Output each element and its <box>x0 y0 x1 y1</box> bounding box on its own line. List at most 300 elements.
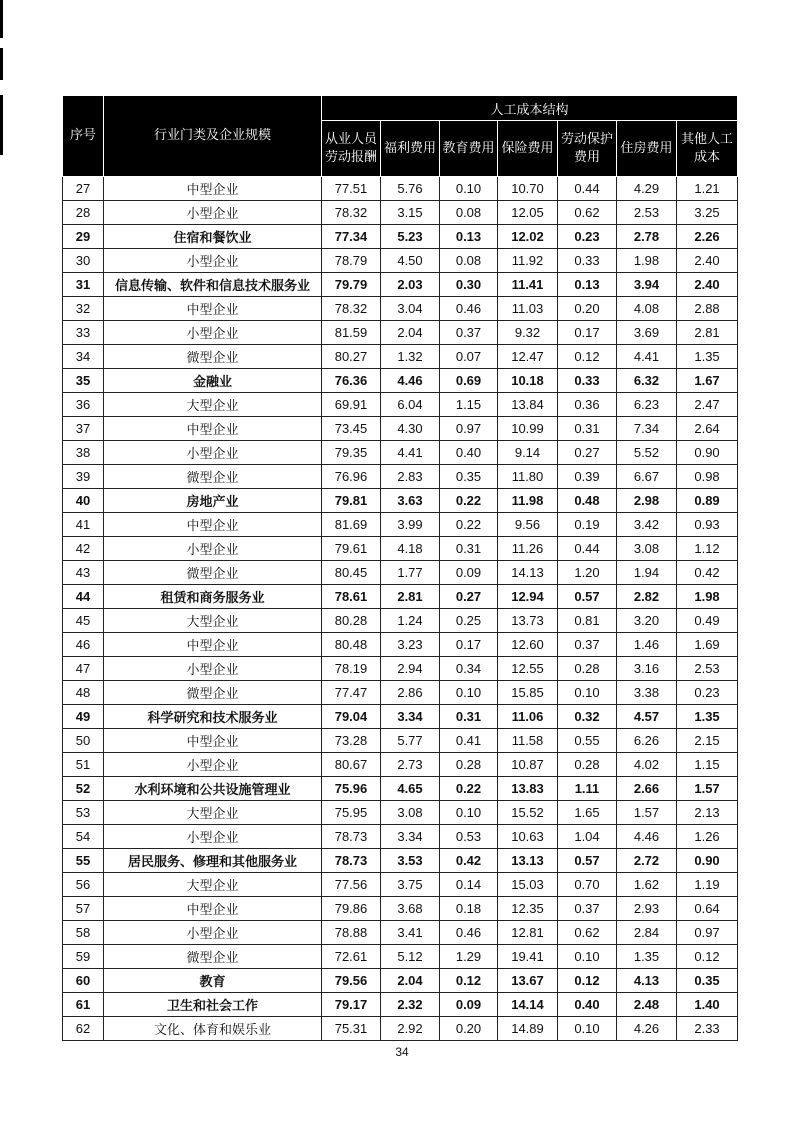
row-industry-name: 租赁和商务服务业 <box>104 585 322 609</box>
row-industry-name: 大型企业 <box>104 873 322 897</box>
row-number: 41 <box>63 513 104 537</box>
header-industry: 行业门类及企业规模 <box>104 96 322 177</box>
row-value: 4.65 <box>381 777 440 801</box>
row-value: 77.56 <box>322 873 381 897</box>
row-value: 79.79 <box>322 273 381 297</box>
row-value: 0.13 <box>440 225 498 249</box>
row-value: 0.46 <box>440 921 498 945</box>
row-value: 1.98 <box>617 249 677 273</box>
row-value: 1.32 <box>381 345 440 369</box>
table-row <box>63 273 738 297</box>
table-row <box>63 321 738 345</box>
row-value: 0.28 <box>440 753 498 777</box>
row-value: 3.04 <box>381 297 440 321</box>
row-number: 33 <box>63 321 104 345</box>
labor-cost-structure-table <box>62 95 738 1041</box>
row-number: 31 <box>63 273 104 297</box>
row-value: 0.10 <box>440 177 498 201</box>
row-value: 0.62 <box>558 921 617 945</box>
row-industry-name: 房地产业 <box>104 489 322 513</box>
row-value: 2.40 <box>677 273 738 297</box>
row-value: 13.83 <box>498 777 558 801</box>
row-value: 75.31 <box>322 1017 381 1041</box>
table-body <box>63 177 738 1041</box>
row-value: 1.26 <box>677 825 738 849</box>
header-column: 住房费用 <box>617 121 677 177</box>
header-seq: 序号 <box>63 96 104 177</box>
row-industry-name: 中型企业 <box>104 297 322 321</box>
row-value: 1.69 <box>677 633 738 657</box>
row-value: 0.09 <box>440 993 498 1017</box>
row-number: 54 <box>63 825 104 849</box>
row-industry-name: 信息传输、软件和信息技术服务业 <box>104 273 322 297</box>
row-value: 4.50 <box>381 249 440 273</box>
row-value: 0.42 <box>440 849 498 873</box>
row-value: 1.65 <box>558 801 617 825</box>
row-value: 4.46 <box>617 825 677 849</box>
table-row <box>63 489 738 513</box>
scan-edge-mark <box>0 48 3 80</box>
row-value: 0.46 <box>440 297 498 321</box>
row-value: 4.30 <box>381 417 440 441</box>
row-number: 45 <box>63 609 104 633</box>
row-value: 2.26 <box>677 225 738 249</box>
table-row <box>63 201 738 225</box>
row-value: 2.78 <box>617 225 677 249</box>
row-value: 0.49 <box>677 609 738 633</box>
row-value: 3.41 <box>381 921 440 945</box>
row-industry-name: 小型企业 <box>104 441 322 465</box>
row-value: 0.07 <box>440 345 498 369</box>
row-value: 13.84 <box>498 393 558 417</box>
row-value: 1.94 <box>617 561 677 585</box>
row-value: 3.94 <box>617 273 677 297</box>
row-value: 11.92 <box>498 249 558 273</box>
row-value: 2.94 <box>381 657 440 681</box>
row-number: 34 <box>63 345 104 369</box>
row-value: 76.96 <box>322 465 381 489</box>
row-value: 0.70 <box>558 873 617 897</box>
row-industry-name: 微型企业 <box>104 345 322 369</box>
header-group: 人工成本结构 <box>322 96 738 121</box>
row-value: 19.41 <box>498 945 558 969</box>
row-value: 2.04 <box>381 969 440 993</box>
row-value: 78.32 <box>322 297 381 321</box>
row-value: 6.04 <box>381 393 440 417</box>
row-value: 15.85 <box>498 681 558 705</box>
row-value: 2.53 <box>617 201 677 225</box>
row-value: 0.08 <box>440 201 498 225</box>
row-value: 5.12 <box>381 945 440 969</box>
row-value: 15.03 <box>498 873 558 897</box>
row-industry-name: 微型企业 <box>104 465 322 489</box>
row-value: 78.73 <box>322 825 381 849</box>
row-value: 79.17 <box>322 993 381 1017</box>
row-value: 79.86 <box>322 897 381 921</box>
row-number: 36 <box>63 393 104 417</box>
row-value: 0.89 <box>677 489 738 513</box>
row-value: 3.63 <box>381 489 440 513</box>
row-value: 78.19 <box>322 657 381 681</box>
row-value: 2.47 <box>677 393 738 417</box>
row-value: 0.28 <box>558 657 617 681</box>
row-value: 2.73 <box>381 753 440 777</box>
row-value: 0.23 <box>558 225 617 249</box>
row-value: 0.08 <box>440 249 498 273</box>
row-value: 80.48 <box>322 633 381 657</box>
row-value: 4.02 <box>617 753 677 777</box>
row-industry-name: 微型企业 <box>104 945 322 969</box>
row-value: 80.28 <box>322 609 381 633</box>
row-value: 0.22 <box>440 489 498 513</box>
row-value: 0.41 <box>440 729 498 753</box>
row-value: 3.08 <box>381 801 440 825</box>
row-value: 11.58 <box>498 729 558 753</box>
row-value: 0.18 <box>440 897 498 921</box>
row-value: 6.67 <box>617 465 677 489</box>
row-value: 2.53 <box>677 657 738 681</box>
row-value: 12.60 <box>498 633 558 657</box>
row-value: 4.41 <box>381 441 440 465</box>
row-value: 1.57 <box>617 801 677 825</box>
table-row <box>63 537 738 561</box>
table-row <box>63 969 738 993</box>
row-value: 12.35 <box>498 897 558 921</box>
row-value: 0.34 <box>440 657 498 681</box>
row-value: 3.15 <box>381 201 440 225</box>
row-value: 78.88 <box>322 921 381 945</box>
row-number: 57 <box>63 897 104 921</box>
row-value: 76.36 <box>322 369 381 393</box>
row-value: 10.63 <box>498 825 558 849</box>
table-row <box>63 417 738 441</box>
row-value: 0.31 <box>440 705 498 729</box>
row-value: 14.13 <box>498 561 558 585</box>
row-value: 73.28 <box>322 729 381 753</box>
row-number: 55 <box>63 849 104 873</box>
row-value: 75.95 <box>322 801 381 825</box>
row-value: 3.68 <box>381 897 440 921</box>
row-value: 2.15 <box>677 729 738 753</box>
table-row <box>63 897 738 921</box>
row-value: 0.97 <box>440 417 498 441</box>
row-industry-name: 水利环境和公共设施管理业 <box>104 777 322 801</box>
row-value: 0.97 <box>677 921 738 945</box>
row-industry-name: 小型企业 <box>104 249 322 273</box>
row-number: 59 <box>63 945 104 969</box>
row-number: 43 <box>63 561 104 585</box>
row-value: 0.31 <box>440 537 498 561</box>
row-value: 1.62 <box>617 873 677 897</box>
row-value: 0.17 <box>440 633 498 657</box>
row-value: 0.62 <box>558 201 617 225</box>
row-value: 79.04 <box>322 705 381 729</box>
row-value: 78.32 <box>322 201 381 225</box>
row-value: 72.61 <box>322 945 381 969</box>
row-value: 6.23 <box>617 393 677 417</box>
row-number: 38 <box>63 441 104 465</box>
row-value: 0.14 <box>440 873 498 897</box>
row-value: 2.88 <box>677 297 738 321</box>
row-value: 2.13 <box>677 801 738 825</box>
row-number: 48 <box>63 681 104 705</box>
row-industry-name: 小型企业 <box>104 753 322 777</box>
row-value: 12.05 <box>498 201 558 225</box>
row-value: 80.45 <box>322 561 381 585</box>
row-industry-name: 小型企业 <box>104 201 322 225</box>
row-value: 0.12 <box>440 969 498 993</box>
row-number: 42 <box>63 537 104 561</box>
row-value: 0.12 <box>558 969 617 993</box>
row-value: 3.34 <box>381 705 440 729</box>
row-value: 0.90 <box>677 849 738 873</box>
row-number: 44 <box>63 585 104 609</box>
row-value: 1.98 <box>677 585 738 609</box>
row-value: 9.56 <box>498 513 558 537</box>
row-value: 13.73 <box>498 609 558 633</box>
row-value: 0.10 <box>440 801 498 825</box>
row-value: 15.52 <box>498 801 558 825</box>
row-value: 0.42 <box>677 561 738 585</box>
row-number: 61 <box>63 993 104 1017</box>
row-value: 2.93 <box>617 897 677 921</box>
row-value: 0.10 <box>440 681 498 705</box>
row-value: 1.12 <box>677 537 738 561</box>
row-value: 1.11 <box>558 777 617 801</box>
row-value: 4.08 <box>617 297 677 321</box>
row-industry-name: 中型企业 <box>104 633 322 657</box>
row-value: 81.69 <box>322 513 381 537</box>
row-value: 2.86 <box>381 681 440 705</box>
row-value: 5.77 <box>381 729 440 753</box>
row-value: 7.34 <box>617 417 677 441</box>
row-value: 0.36 <box>558 393 617 417</box>
row-value: 0.40 <box>440 441 498 465</box>
row-value: 2.40 <box>677 249 738 273</box>
row-value: 6.26 <box>617 729 677 753</box>
row-industry-name: 文化、体育和娱乐业 <box>104 1017 322 1041</box>
table-row <box>63 849 738 873</box>
row-value: 0.44 <box>558 177 617 201</box>
row-value: 0.37 <box>558 633 617 657</box>
row-industry-name: 卫生和社会工作 <box>104 993 322 1017</box>
row-value: 3.16 <box>617 657 677 681</box>
row-value: 0.40 <box>558 993 617 1017</box>
row-number: 52 <box>63 777 104 801</box>
header-column: 其他人工成本 <box>677 121 738 177</box>
row-value: 13.67 <box>498 969 558 993</box>
row-industry-name: 大型企业 <box>104 801 322 825</box>
row-number: 27 <box>63 177 104 201</box>
table-row <box>63 825 738 849</box>
row-value: 4.57 <box>617 705 677 729</box>
row-value: 5.76 <box>381 177 440 201</box>
row-value: 11.41 <box>498 273 558 297</box>
row-value: 12.94 <box>498 585 558 609</box>
table-row <box>63 801 738 825</box>
row-industry-name: 中型企业 <box>104 177 322 201</box>
row-value: 3.20 <box>617 609 677 633</box>
row-value: 0.93 <box>677 513 738 537</box>
row-value: 4.46 <box>381 369 440 393</box>
row-industry-name: 微型企业 <box>104 561 322 585</box>
row-value: 1.21 <box>677 177 738 201</box>
row-value: 0.10 <box>558 945 617 969</box>
row-value: 0.20 <box>440 1017 498 1041</box>
row-value: 12.47 <box>498 345 558 369</box>
header-column: 从业人员劳动报酬 <box>322 121 381 177</box>
table-row <box>63 297 738 321</box>
table-row <box>63 465 738 489</box>
row-value: 0.69 <box>440 369 498 393</box>
row-value: 79.61 <box>322 537 381 561</box>
row-value: 0.10 <box>558 1017 617 1041</box>
row-industry-name: 住宿和餐饮业 <box>104 225 322 249</box>
row-value: 4.26 <box>617 1017 677 1041</box>
scan-edge-mark <box>0 95 3 155</box>
row-value: 14.14 <box>498 993 558 1017</box>
row-industry-name: 小型企业 <box>104 657 322 681</box>
row-value: 5.52 <box>617 441 677 465</box>
row-value: 12.02 <box>498 225 558 249</box>
row-number: 47 <box>63 657 104 681</box>
row-value: 0.57 <box>558 849 617 873</box>
row-value: 0.13 <box>558 273 617 297</box>
table-row <box>63 225 738 249</box>
row-value: 2.98 <box>617 489 677 513</box>
row-value: 80.27 <box>322 345 381 369</box>
row-value: 2.33 <box>677 1017 738 1041</box>
table-row <box>63 729 738 753</box>
row-number: 29 <box>63 225 104 249</box>
row-value: 10.99 <box>498 417 558 441</box>
table-row <box>63 393 738 417</box>
row-value: 0.20 <box>558 297 617 321</box>
row-value: 1.35 <box>677 345 738 369</box>
row-number: 39 <box>63 465 104 489</box>
row-value: 0.98 <box>677 465 738 489</box>
row-value: 2.92 <box>381 1017 440 1041</box>
table-row <box>63 873 738 897</box>
row-value: 1.40 <box>677 993 738 1017</box>
row-value: 2.04 <box>381 321 440 345</box>
header-column: 福利费用 <box>381 121 440 177</box>
row-value: 4.41 <box>617 345 677 369</box>
row-value: 14.89 <box>498 1017 558 1041</box>
row-value: 1.15 <box>440 393 498 417</box>
table-row <box>63 657 738 681</box>
row-value: 10.70 <box>498 177 558 201</box>
row-industry-name: 中型企业 <box>104 513 322 537</box>
row-industry-name: 科学研究和技术服务业 <box>104 705 322 729</box>
row-value: 12.55 <box>498 657 558 681</box>
row-value: 3.08 <box>617 537 677 561</box>
row-value: 0.19 <box>558 513 617 537</box>
row-number: 30 <box>63 249 104 273</box>
row-value: 0.55 <box>558 729 617 753</box>
row-value: 69.91 <box>322 393 381 417</box>
row-value: 3.34 <box>381 825 440 849</box>
row-value: 2.81 <box>381 585 440 609</box>
table-row <box>63 993 738 1017</box>
row-value: 0.37 <box>440 321 498 345</box>
row-value: 0.53 <box>440 825 498 849</box>
row-value: 0.90 <box>677 441 738 465</box>
row-value: 0.57 <box>558 585 617 609</box>
row-value: 73.45 <box>322 417 381 441</box>
row-industry-name: 大型企业 <box>104 393 322 417</box>
row-value: 78.73 <box>322 849 381 873</box>
row-value: 0.64 <box>677 897 738 921</box>
row-value: 0.09 <box>440 561 498 585</box>
row-value: 5.23 <box>381 225 440 249</box>
header-column: 劳动保护费用 <box>558 121 617 177</box>
row-number: 60 <box>63 969 104 993</box>
table-row <box>63 609 738 633</box>
table-row <box>63 441 738 465</box>
row-value: 2.81 <box>677 321 738 345</box>
row-value: 0.22 <box>440 513 498 537</box>
row-value: 79.56 <box>322 969 381 993</box>
table-row <box>63 369 738 393</box>
row-value: 3.42 <box>617 513 677 537</box>
row-value: 2.66 <box>617 777 677 801</box>
table-row <box>63 633 738 657</box>
row-value: 0.81 <box>558 609 617 633</box>
row-value: 0.12 <box>558 345 617 369</box>
row-value: 0.33 <box>558 369 617 393</box>
row-value: 3.99 <box>381 513 440 537</box>
row-number: 46 <box>63 633 104 657</box>
row-value: 0.35 <box>677 969 738 993</box>
table-row <box>63 513 738 537</box>
page-number: 34 <box>395 1045 409 1059</box>
row-industry-name: 中型企业 <box>104 417 322 441</box>
row-value: 77.47 <box>322 681 381 705</box>
row-value: 77.51 <box>322 177 381 201</box>
row-industry-name: 微型企业 <box>104 681 322 705</box>
row-value: 2.64 <box>677 417 738 441</box>
row-value: 77.34 <box>322 225 381 249</box>
table-row <box>63 249 738 273</box>
row-value: 78.79 <box>322 249 381 273</box>
row-value: 11.26 <box>498 537 558 561</box>
row-value: 3.75 <box>381 873 440 897</box>
row-value: 11.03 <box>498 297 558 321</box>
row-value: 2.03 <box>381 273 440 297</box>
row-industry-name: 小型企业 <box>104 321 322 345</box>
row-value: 3.23 <box>381 633 440 657</box>
row-value: 0.35 <box>440 465 498 489</box>
header-column: 教育费用 <box>440 121 498 177</box>
row-industry-name: 金融业 <box>104 369 322 393</box>
row-industry-name: 大型企业 <box>104 609 322 633</box>
row-value: 0.22 <box>440 777 498 801</box>
row-value: 0.17 <box>558 321 617 345</box>
header-column: 保险费用 <box>498 121 558 177</box>
row-number: 35 <box>63 369 104 393</box>
table-row <box>63 921 738 945</box>
row-value: 0.25 <box>440 609 498 633</box>
row-number: 62 <box>63 1017 104 1041</box>
row-value: 1.19 <box>677 873 738 897</box>
row-value: 10.87 <box>498 753 558 777</box>
row-number: 56 <box>63 873 104 897</box>
table-row <box>63 1017 738 1041</box>
row-value: 1.29 <box>440 945 498 969</box>
row-value: 9.14 <box>498 441 558 465</box>
row-value: 4.18 <box>381 537 440 561</box>
